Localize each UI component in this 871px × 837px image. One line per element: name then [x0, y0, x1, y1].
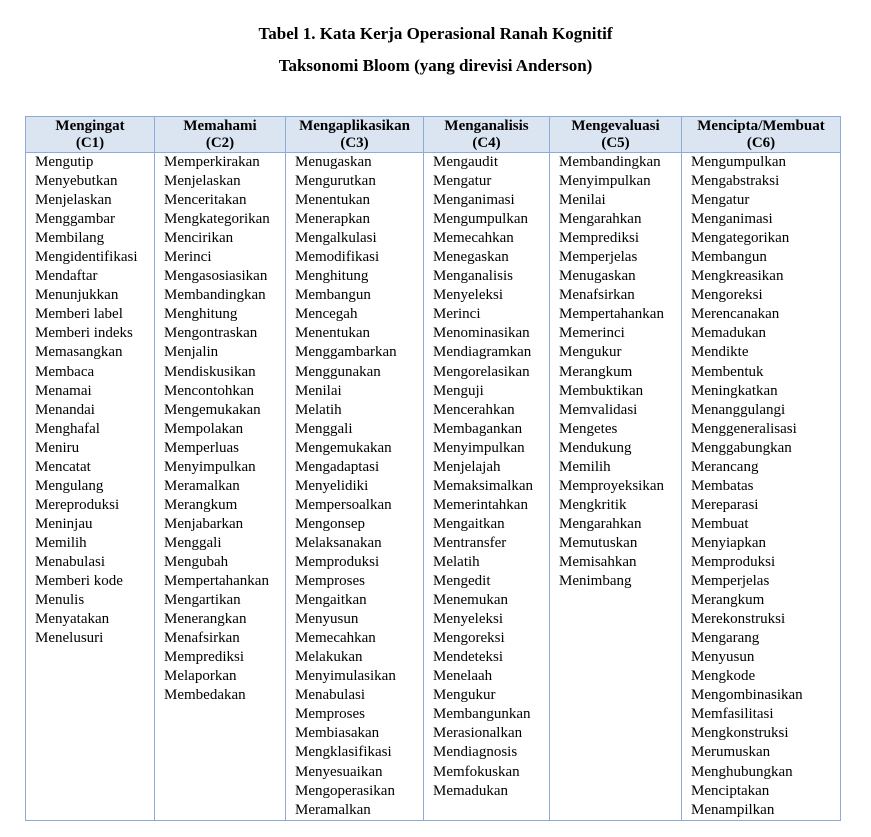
verb-item: Mengukur	[559, 344, 622, 361]
verb-item: Menamai	[35, 382, 92, 399]
verb-item: Menyeleksi	[433, 611, 503, 628]
verb-item: Menghubungkan	[691, 763, 793, 780]
verb-item: Mendukung	[559, 439, 632, 456]
verb-item: Mendikte	[691, 344, 749, 361]
verb-item: Mencontohkan	[164, 382, 254, 399]
verb-item: Menyimpulkan	[559, 173, 651, 190]
column-header-code: (C5)	[601, 135, 630, 151]
verb-item: Menggali	[164, 534, 222, 551]
verb-item: Mencerahkan	[433, 401, 515, 418]
verb-item: Memproduksi	[691, 553, 776, 570]
verb-item: Mengalkulasi	[295, 230, 377, 247]
verb-item: Menggabungkan	[691, 439, 792, 456]
verb-item: Mereproduksi	[35, 496, 120, 513]
verb-item: Menjalin	[164, 344, 219, 361]
verb-item: Mengategorikan	[691, 230, 790, 247]
verb-item: Menabulasi	[295, 687, 365, 704]
column-header-code: (C1)	[75, 135, 105, 151]
column-header-code: (C4)	[472, 135, 501, 151]
verb-list-c4	[433, 153, 549, 801]
column-header-name: Memahami	[183, 118, 257, 134]
verb-item: Menugaskan	[295, 154, 372, 170]
verb-item: Mengombinasikan	[691, 687, 803, 704]
verb-list-c1	[35, 153, 154, 648]
verb-item: Mengorelasikan	[433, 363, 530, 380]
verb-item: Mengabstraksi	[691, 173, 780, 190]
verb-item: Memasangkan	[35, 344, 123, 361]
verb-item: Menyimulasikan	[295, 668, 396, 685]
verb-item: Mengulang	[35, 477, 104, 494]
verb-item: Melakukan	[295, 649, 363, 666]
verb-item: Mengaitkan	[433, 515, 505, 532]
column-header-code: (C2)	[205, 135, 235, 151]
verb-item: Menunjukkan	[35, 287, 119, 304]
verb-item: Menganimasi	[691, 211, 773, 228]
verb-item: Memperkirakan	[164, 154, 260, 170]
verb-item: Menyelidiki	[295, 477, 369, 494]
verb-item: Menafsirkan	[559, 287, 635, 304]
verb-item: Memperjelas	[559, 249, 638, 266]
verbs-cell-c1	[26, 153, 155, 821]
verb-item: Menjelaskan	[164, 173, 241, 190]
verb-item: Menyusun	[295, 611, 359, 628]
verb-item: Menyeleksi	[433, 287, 503, 304]
verb-item: Meninjau	[35, 515, 93, 532]
verb-item: Menimbang	[559, 573, 632, 590]
column-header-c3	[286, 117, 424, 153]
verb-item: Mengemukakan	[295, 439, 392, 456]
verb-item: Mengatur	[691, 192, 750, 209]
column-header-name: Mencipta/Membuat	[697, 118, 825, 134]
verb-item: Mengasosiasikan	[164, 268, 268, 285]
verb-item: Menghitung	[295, 268, 369, 285]
verb-item: Menggambar	[35, 211, 115, 228]
verb-item: Mempolakan	[164, 420, 244, 437]
verbs-row	[26, 153, 841, 821]
verb-item: Menganimasi	[433, 192, 515, 209]
verb-item: Mempertahankan	[559, 306, 664, 323]
column-header-name: Mengaplikasikan	[299, 118, 410, 134]
verb-item: Membandingkan	[559, 154, 661, 170]
verb-item: Mengatur	[433, 173, 492, 190]
column-header-c4	[424, 117, 550, 153]
verb-item: Membangun	[295, 287, 371, 304]
verb-item: Mengkonstruksi	[691, 725, 789, 742]
verb-item: Menelaah	[433, 668, 493, 685]
verb-item: Membuktikan	[559, 382, 644, 399]
verb-item: Membatas	[691, 477, 754, 494]
column-header-name: Mengevaluasi	[571, 118, 660, 134]
verb-item: Mengaitkan	[295, 592, 367, 609]
verb-item: Meniru	[35, 439, 80, 456]
verbs-cell-c3	[286, 153, 424, 821]
verb-item: Menampilkan	[691, 801, 775, 818]
column-header-name: Mengingat	[55, 118, 125, 134]
verb-item: Menerangkan	[164, 611, 247, 628]
verb-item: Mengkritik	[559, 496, 627, 513]
verb-item: Memberi kode	[35, 573, 123, 590]
verb-item: Membangunkan	[433, 706, 531, 723]
verb-item: Menjelajah	[433, 458, 501, 475]
verb-item: Menentukan	[295, 325, 370, 342]
verbs-cell-c4	[424, 153, 550, 821]
verb-item: Mengedit	[433, 573, 491, 590]
verb-item: Menulis	[35, 592, 85, 609]
verb-item: Membuat	[691, 515, 749, 532]
verb-item: Mempersoalkan	[295, 496, 392, 513]
verb-item: Mengadaptasi	[295, 458, 380, 475]
verb-list-c3	[295, 153, 423, 820]
verb-item: Memprediksi	[559, 230, 639, 247]
column-header-c5	[550, 117, 682, 153]
verb-item: Membedakan	[164, 687, 246, 704]
verb-item: Menghafal	[35, 420, 100, 437]
verb-item: Mengukur	[433, 687, 496, 704]
verb-item: Melatih	[295, 401, 342, 418]
verb-item: Menilai	[559, 192, 606, 209]
verb-item: Merasionalkan	[433, 725, 523, 742]
verb-item: Mengarahkan	[559, 211, 642, 228]
verb-item: Menegaskan	[433, 249, 509, 266]
verb-item: Mencegah	[295, 306, 358, 323]
verb-item: Mendiagnosis	[433, 744, 518, 761]
verb-item: Menabulasi	[35, 553, 105, 570]
column-header-code: (C3)	[340, 135, 369, 151]
verb-item: Memfokuskan	[433, 763, 520, 780]
verb-item: Merumuskan	[691, 744, 771, 761]
verb-item: Menguji	[433, 382, 484, 399]
verb-item: Menjelaskan	[35, 192, 112, 209]
verb-item: Melaksanakan	[295, 534, 382, 551]
verb-item: Memprediksi	[164, 649, 244, 666]
verb-item: Memadukan	[433, 782, 508, 799]
header-row	[26, 117, 841, 153]
verb-item: Mengumpulkan	[691, 154, 786, 170]
verb-item: Merangkum	[691, 592, 765, 609]
verb-list-c2	[164, 153, 285, 705]
verb-item: Mengoreksi	[433, 630, 505, 647]
column-header-c1	[26, 117, 155, 153]
verb-item: Menghitung	[164, 306, 238, 323]
verb-item: Menelusuri	[35, 630, 104, 647]
verb-item: Menggeneralisasi	[691, 420, 797, 437]
verb-item: Merangkum	[164, 496, 238, 513]
verb-item: Mengarahkan	[559, 515, 642, 532]
verb-item: Mengkategorikan	[164, 211, 270, 228]
verb-item: Memproduksi	[295, 553, 380, 570]
verb-item: Membentuk	[691, 363, 764, 380]
verb-item: Mempertahankan	[164, 573, 269, 590]
verb-item: Mengarang	[691, 630, 760, 647]
verb-item: Menceritakan	[164, 192, 247, 209]
verb-list-c5	[559, 153, 681, 591]
verb-item: Menentukan	[295, 192, 370, 209]
verb-item: Mengkode	[691, 668, 756, 685]
verb-item: Menciptakan	[691, 782, 770, 799]
verb-item: Merinci	[164, 249, 212, 266]
verb-item: Mengubah	[164, 553, 229, 570]
verb-item: Mengurutkan	[295, 173, 376, 190]
verb-item: Memperjelas	[691, 573, 770, 590]
verb-item: Mengonsep	[295, 515, 365, 532]
verb-item: Meramalkan	[164, 477, 240, 494]
verb-item: Menugaskan	[559, 268, 636, 285]
verb-item: Mendeteksi	[433, 649, 503, 666]
verb-item: Memproses	[295, 573, 365, 590]
verb-item: Menyiapkan	[691, 534, 766, 551]
verb-item: Membaca	[35, 363, 95, 380]
table-title-line-1: Tabel 1. Kata Kerja Operasional Ranah Kognitif	[258, 24, 613, 43]
verb-item: Mendaftar	[35, 268, 98, 285]
verb-item: Memecahkan	[433, 230, 514, 247]
verb-item: Meningkatkan	[691, 382, 778, 399]
column-header-c6	[682, 117, 841, 153]
verbs-cell-c6	[682, 153, 841, 821]
verb-item: Menanggulangi	[691, 401, 786, 418]
verb-item: Mengklasifikasi	[295, 744, 392, 761]
verb-item: Memproyeksikan	[559, 477, 664, 494]
verb-item: Membilang	[35, 230, 105, 247]
verb-item: Mengumpulkan	[433, 211, 528, 228]
verb-item: Mendiagramkan	[433, 344, 532, 361]
verb-item: Mencatat	[35, 458, 91, 475]
verb-item: Memberi label	[35, 306, 123, 323]
verb-item: Membiasakan	[295, 725, 380, 742]
verb-item: Menyimpulkan	[164, 458, 256, 475]
verb-item: Memisahkan	[559, 553, 637, 570]
verb-item: Menandai	[35, 401, 95, 418]
verb-item: Membagankan	[433, 420, 523, 437]
verb-item: Melatih	[433, 553, 480, 570]
verb-item: Mengoperasikan	[295, 782, 395, 799]
verb-item: Menyebutkan	[35, 173, 118, 190]
verb-item: Mencirikan	[164, 230, 234, 247]
verb-item: Menyusun	[691, 649, 755, 666]
verb-item: Merekonstruksi	[691, 611, 786, 628]
verb-item: Menemukan	[433, 592, 508, 609]
verb-item: Membangun	[691, 249, 767, 266]
verb-item: Memperluas	[164, 439, 239, 456]
verb-item: Memecahkan	[295, 630, 376, 647]
column-header-code: (C6)	[746, 135, 776, 151]
verbs-cell-c2	[155, 153, 286, 821]
verb-item: Menggunakan	[295, 363, 381, 380]
verb-item: Memodifikasi	[295, 249, 380, 266]
verb-item: Mengartikan	[164, 592, 241, 609]
verb-item: Melaporkan	[164, 668, 237, 685]
column-header-c2	[155, 117, 286, 153]
verb-item: Memvalidasi	[559, 401, 638, 418]
verb-item: Menyatakan	[35, 611, 110, 628]
verb-list-c6	[691, 153, 840, 820]
verb-item: Menerapkan	[295, 211, 370, 228]
verb-item: Mendiskusikan	[164, 363, 256, 380]
verb-item: Memilih	[35, 534, 87, 551]
verb-item: Memberi indeks	[35, 325, 133, 342]
verb-item: Mengkreasikan	[691, 268, 784, 285]
verb-item: Mengontraskan	[164, 325, 258, 342]
verb-item: Memerintahkan	[433, 496, 528, 513]
table-title-line-2: Taksonomi Bloom (yang direvisi Anderson)	[278, 56, 593, 75]
verb-item: Mentransfer	[433, 534, 507, 551]
table-title	[0, 24, 871, 88]
verb-item: Mengoreksi	[691, 287, 763, 304]
verb-item: Menyesuaikan	[295, 763, 383, 780]
verb-item: Memerinci	[559, 325, 625, 342]
verb-item: Menggali	[295, 420, 353, 437]
verb-item: Mengaudit	[433, 154, 498, 170]
verb-item: Meramalkan	[295, 801, 371, 818]
verb-item: Membandingkan	[164, 287, 266, 304]
verb-item: Merancang	[691, 458, 759, 475]
verb-item: Memproses	[295, 706, 365, 723]
verb-item: Memilih	[559, 458, 611, 475]
verb-item: Merinci	[433, 306, 481, 323]
verb-item: Menafsirkan	[164, 630, 240, 647]
verbs-table	[25, 116, 841, 821]
verb-item: Merencanakan	[691, 306, 780, 323]
verb-item: Menjabarkan	[164, 515, 244, 532]
verb-item: Menganalisis	[433, 268, 513, 285]
verb-item: Menyimpulkan	[433, 439, 525, 456]
verb-item: Memfasilitasi	[691, 706, 774, 723]
verb-item: Menominasikan	[433, 325, 530, 342]
verb-item: Menilai	[295, 382, 342, 399]
verb-item: Memadukan	[691, 325, 766, 342]
verb-item: Mengemukakan	[164, 401, 261, 418]
verb-item: Mengidentifikasi	[35, 249, 138, 266]
verbs-cell-c5	[550, 153, 682, 821]
column-header-name: Menganalisis	[444, 118, 529, 134]
verb-item: Mereparasi	[691, 496, 759, 513]
verb-item: Menggambarkan	[295, 344, 397, 361]
verb-item: Memutuskan	[559, 534, 638, 551]
verb-item: Memaksimalkan	[433, 477, 533, 494]
verb-item: Mengutip	[35, 154, 94, 170]
verb-item: Mengetes	[559, 420, 618, 437]
verb-item: Merangkum	[559, 363, 633, 380]
